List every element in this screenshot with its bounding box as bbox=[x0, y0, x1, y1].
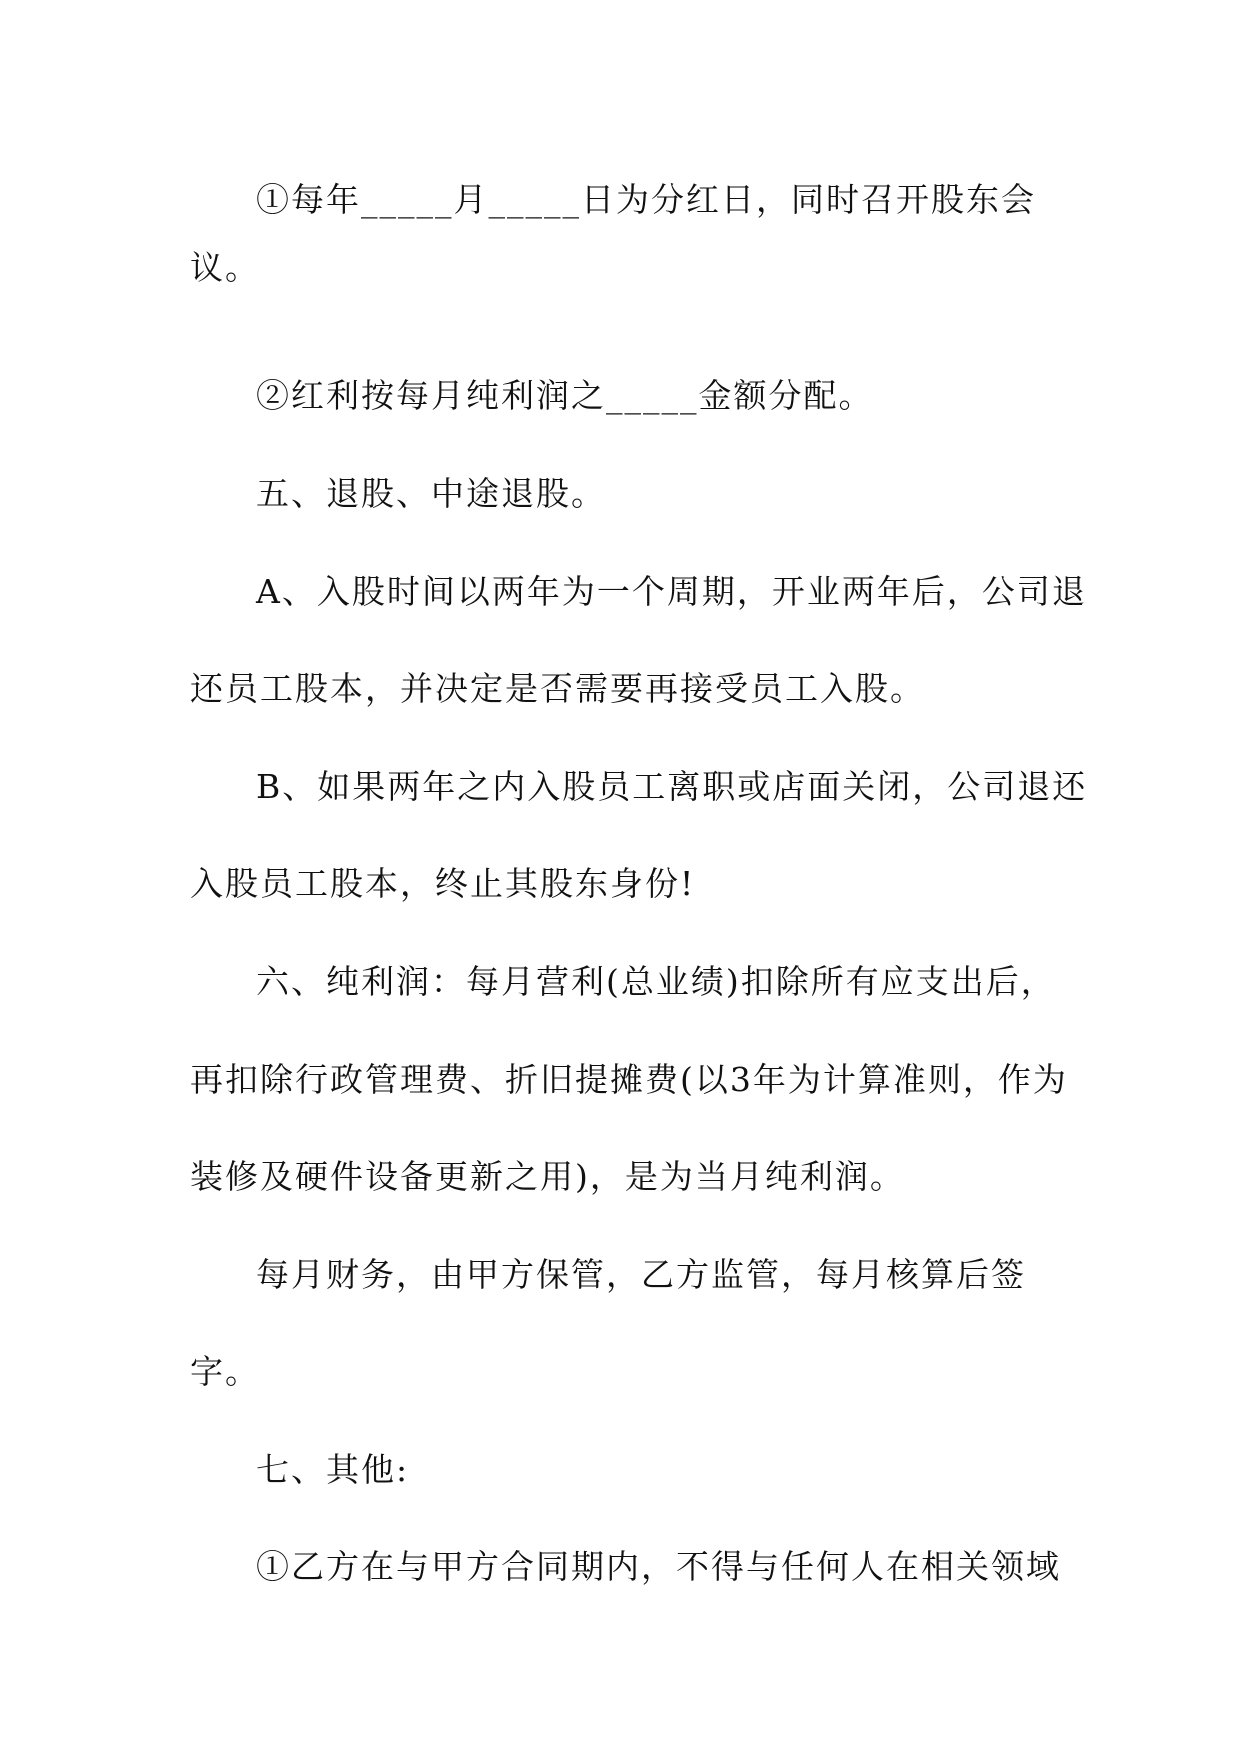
paragraph-line: 还员工股本，并决定是否需要再接受员工入股。 bbox=[190, 669, 925, 708]
section-heading: 七、其他: bbox=[256, 1450, 410, 1489]
paragraph-line: 议。 bbox=[190, 248, 260, 287]
paragraph-line: 字。 bbox=[190, 1352, 260, 1391]
paragraph-line: A、入股时间以两年为一个周期，开业两年后，公司退 bbox=[256, 572, 1087, 611]
paragraph-line: ①乙方在与甲方合同期内，不得与任何人在相关领域 bbox=[256, 1547, 1061, 1586]
section-heading: 五、退股、中途退股。 bbox=[256, 474, 606, 513]
paragraph-line: 入股员工股本，终止其股东身份! bbox=[190, 864, 696, 903]
paragraph-line: 再扣除行政管理费、折旧提摊费(以3年为计算准则，作为 bbox=[190, 1060, 1068, 1099]
paragraph-line: 装修及硬件设备更新之用)，是为当月纯利润。 bbox=[190, 1157, 905, 1196]
paragraph-line: ②红利按每月纯利润之_____金额分配。 bbox=[256, 376, 874, 415]
paragraph-line: 每月财务，由甲方保管，乙方监管，每月核算后签 bbox=[256, 1255, 1026, 1294]
paragraph-line: ①每年_____月_____日为分红日，同时召开股东会 bbox=[256, 180, 1036, 219]
paragraph-line: B、如果两年之内入股员工离职或店面关闭，公司退还 bbox=[256, 767, 1088, 806]
section-heading: 六、纯利润：每月营利(总业绩)扣除所有应支出后， bbox=[256, 962, 1056, 1001]
